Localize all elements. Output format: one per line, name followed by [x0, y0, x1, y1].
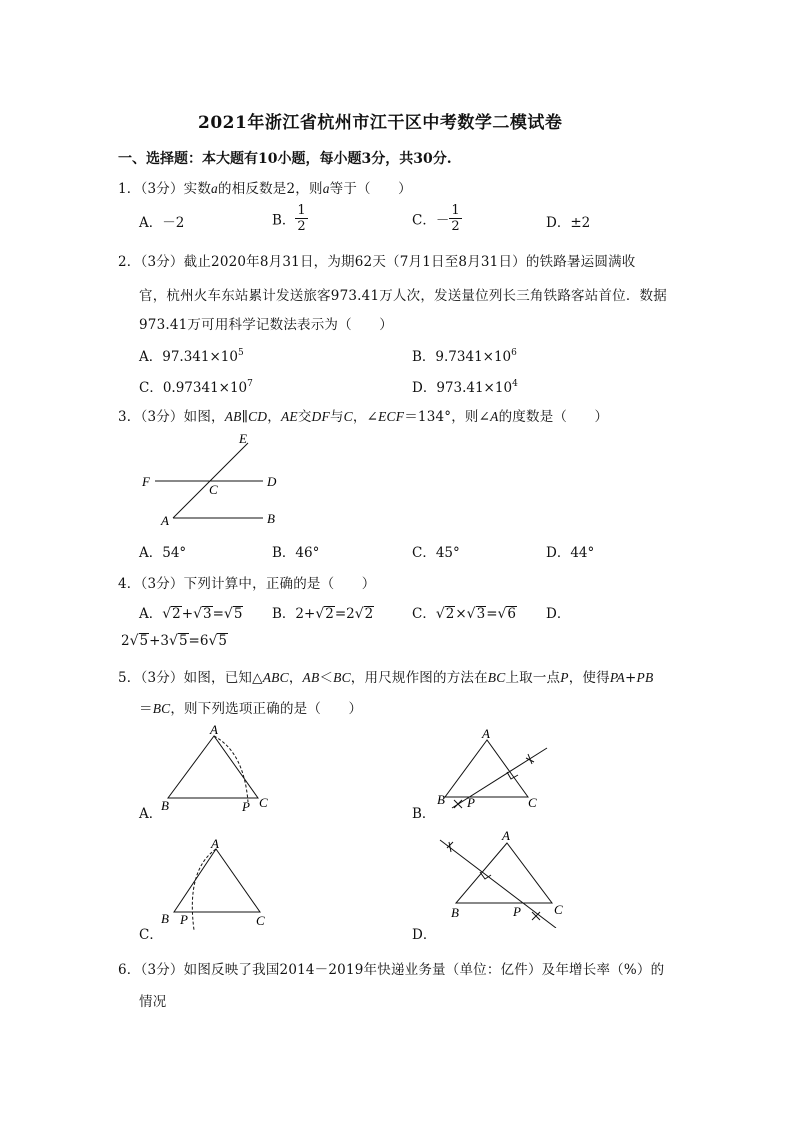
page-title: 2021年浙江省杭州市江干区中考数学二模试卷	[198, 113, 563, 133]
question-3-figure	[135, 428, 295, 533]
label-p: P	[513, 904, 521, 919]
question-5-line-2: ＝BC，则下列选项正确的是（ ）	[139, 701, 363, 717]
label-f: F	[142, 474, 150, 489]
question-3-option-b[interactable]: B．46°	[272, 545, 320, 561]
label-a: A	[161, 513, 169, 528]
label-c: C	[554, 902, 563, 917]
label-a: A	[482, 728, 490, 741]
question-1-option-d[interactable]: D．±2	[546, 215, 591, 231]
question-1-option-c[interactable]: C．－ $\frac{1}{2}$	[412, 203, 460, 234]
label-c: C	[256, 913, 265, 928]
question-4-option-d[interactable]: 2√5+3√5=6√5	[121, 633, 227, 649]
question-1-stem: 1．（3分）实数a的相反数是2，则a等于（ ）	[118, 181, 412, 197]
question-2-line-2: 官，杭州火车东站累计发送旅客973.41万人次，发送量位列长三角铁路客站首位．数据	[139, 288, 667, 304]
label-a: A	[211, 836, 219, 851]
label-e: E	[239, 431, 247, 446]
question-6-line-2: 情况	[139, 994, 167, 1010]
label-d: D	[267, 474, 277, 489]
question-5-figure-a	[158, 722, 278, 817]
label-p: P	[242, 799, 250, 814]
question-2-option-b[interactable]: B．$9.7341\times 10^6$	[412, 348, 517, 365]
label-b: B	[451, 905, 459, 920]
label-b: B	[161, 911, 169, 926]
question-3-option-d[interactable]: D．44°	[546, 545, 595, 561]
label-b: B	[437, 792, 445, 807]
question-2-option-d[interactable]: D．$973.41\times 10^4$	[412, 379, 518, 396]
question-5-option-d[interactable]: D．	[412, 927, 437, 943]
question-4-option-b[interactable]: B．2+√2=2√2	[272, 606, 374, 622]
question-4-option-c[interactable]: C．√2×√3=√6	[412, 606, 517, 622]
question-2-option-a[interactable]: A．$97.341\times 10^5$	[139, 348, 244, 365]
question-3-option-a[interactable]: A．54°	[139, 545, 187, 561]
label-p: P	[467, 795, 475, 810]
question-5-option-a[interactable]: A．	[139, 806, 163, 822]
question-5-figure-b	[430, 728, 560, 818]
question-5-line-1: 5．（3分）如图，已知△ABC，AB＜BC，用尺规作图的方法在BC上取一点P，使得PA+PB	[118, 670, 654, 686]
question-4-stem: 4．（3分）下列计算中，正确的是（ ）	[118, 576, 376, 592]
question-2-line-1: 2．（3分）截止2020年8月31日，为期62天（7月1日至8月31日）的铁路暑运圆满收	[118, 254, 636, 270]
label-b: B	[267, 511, 275, 526]
question-2-option-c[interactable]: C．$0.97341\times 10^7$	[139, 379, 253, 396]
question-2-line-3: 973.41万可用科学记数法表示为（ ）	[139, 317, 393, 333]
question-5-figure-c	[158, 836, 278, 931]
label-a: A	[210, 722, 218, 737]
fraction: $\frac{1}{2}$	[451, 203, 460, 234]
label-c: C	[209, 482, 218, 497]
question-3-stem: 3．（3分）如图，AB∥CD，AE交DF与C，∠ECF＝134°，则∠A的度数是（ ）	[118, 409, 609, 425]
question-5-option-c[interactable]: C．	[139, 927, 163, 943]
question-5-figure-d	[432, 828, 580, 928]
question-1-option-a[interactable]: A．－2	[139, 215, 185, 231]
label-a: A	[502, 828, 510, 843]
question-4-option-a[interactable]: A．√2+√3=√5	[139, 606, 243, 622]
label-p: P	[180, 912, 188, 927]
fraction: $\frac{1}{2}$	[297, 203, 306, 234]
label-c: C	[259, 795, 268, 810]
section-heading: 一、选择题：本大题有10小题，每小题3分，共30分.	[118, 151, 452, 167]
question-4-option-d-label[interactable]: D．	[546, 606, 571, 622]
question-5-option-b[interactable]: B．	[412, 806, 436, 822]
question-1-option-b[interactable]: B． $\frac{1}{2}$	[272, 203, 306, 234]
question-3-option-c[interactable]: C．45°	[412, 545, 460, 561]
label-c: C	[528, 795, 537, 810]
label-b: B	[161, 798, 169, 813]
question-6-line-1: 6．（3分）如图反映了我国2014－2019年快递业务量（单位：亿件）及年增长率（%）的	[118, 962, 665, 978]
